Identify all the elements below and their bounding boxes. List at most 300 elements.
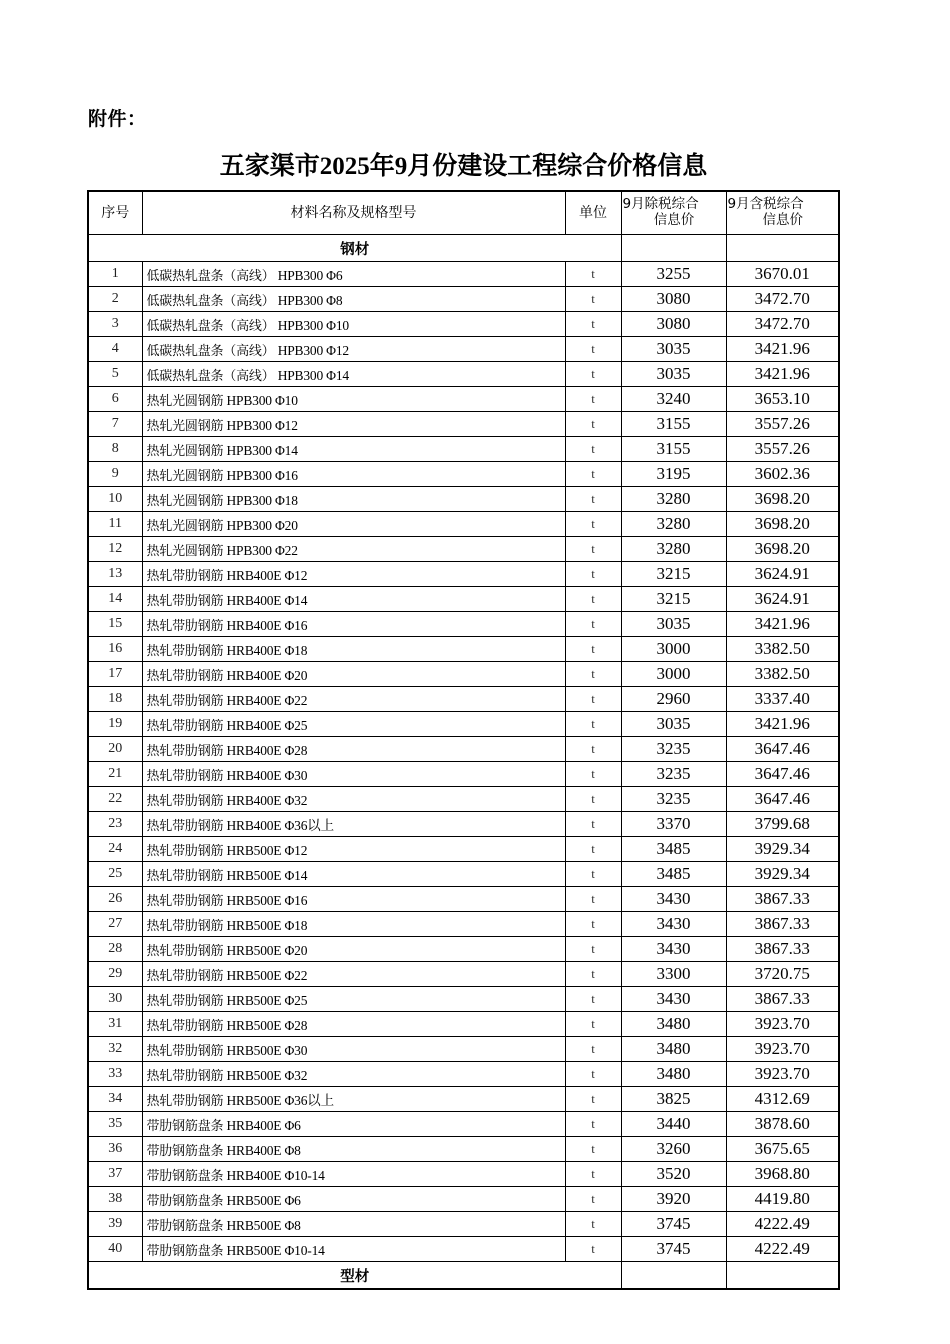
row-index: 37 (88, 1162, 142, 1187)
row-price-excl-tax: 3745 (621, 1237, 726, 1262)
table-row (88, 962, 839, 987)
row-price-incl-tax: 3698.20 (726, 487, 839, 512)
row-material-name (142, 362, 565, 387)
row-material-name (142, 987, 565, 1012)
row-material-name (142, 737, 565, 762)
row-price-excl-tax: 3440 (621, 1112, 726, 1137)
table-row (88, 1237, 839, 1262)
row-price-incl-tax: 3720.75 (726, 962, 839, 987)
row-price-incl-tax: 4222.49 (726, 1237, 839, 1262)
row-index: 13 (88, 562, 142, 587)
table-row (88, 1137, 839, 1162)
row-unit: t (565, 562, 621, 587)
row-price-incl-tax: 3929.34 (726, 837, 839, 862)
material-label: 带肋钢筋盘条 (146, 1243, 224, 1259)
material-spec: HRB400E Φ20 (223, 667, 308, 683)
row-index: 10 (88, 487, 142, 512)
row-unit: t (565, 312, 621, 337)
material-spec: HPB300 Φ22 (223, 542, 298, 558)
row-index: 33 (88, 1062, 142, 1087)
row-index: 12 (88, 537, 142, 562)
row-index: 23 (88, 812, 142, 837)
row-index: 22 (88, 787, 142, 812)
table-row (88, 412, 839, 437)
row-price-excl-tax: 3920 (621, 1187, 726, 1212)
row-price-incl-tax: 3421.96 (726, 612, 839, 637)
row-price-excl-tax: 3280 (621, 487, 726, 512)
row-material-name (142, 312, 565, 337)
row-index: 6 (88, 387, 142, 412)
row-price-incl-tax: 3867.33 (726, 912, 839, 937)
row-material-name (142, 1212, 565, 1237)
row-unit: t (565, 1212, 621, 1237)
row-unit: t (565, 912, 621, 937)
material-spec: HPB300 Φ14 (223, 442, 298, 458)
row-price-incl-tax: 4419.80 (726, 1187, 839, 1212)
page-title: 五家渠市2025年9月份建设工程综合价格信息 (219, 153, 708, 180)
row-price-excl-tax: 3235 (621, 737, 726, 762)
material-spec: HPB300 Φ20 (223, 517, 298, 533)
material-spec: HRB400E Φ22 (223, 692, 308, 708)
row-price-excl-tax: 3480 (621, 1012, 726, 1037)
material-label: 带肋钢筋盘条 (146, 1118, 224, 1134)
row-unit: t (565, 637, 621, 662)
row-material-name (142, 762, 565, 787)
material-spec: HRB500E Φ12 (223, 842, 308, 858)
row-index: 38 (88, 1187, 142, 1212)
material-spec: HRB400E Φ28 (223, 742, 308, 758)
table-row (88, 537, 839, 562)
row-price-incl-tax: 4222.49 (726, 1212, 839, 1237)
row-index: 16 (88, 637, 142, 662)
table-row (88, 562, 839, 587)
row-material-name (142, 1237, 565, 1262)
row-price-excl-tax: 3155 (621, 412, 726, 437)
material-label: 热轧带肋钢筋 (146, 718, 224, 734)
row-unit: t (565, 1237, 621, 1262)
row-material-name (142, 662, 565, 687)
row-unit: t (565, 612, 621, 637)
table-row (88, 437, 839, 462)
row-price-excl-tax: 3485 (621, 837, 726, 862)
row-index: 2 (88, 287, 142, 312)
material-label: 热轧带肋钢筋 (146, 843, 224, 859)
row-price-excl-tax: 3215 (621, 587, 726, 612)
table-row (88, 662, 839, 687)
row-material-name (142, 787, 565, 812)
table-row (88, 712, 839, 737)
row-material-name (142, 387, 565, 412)
table-row (88, 1087, 839, 1112)
table-row (88, 687, 839, 712)
material-label: 热轧光圆钢筋 (146, 543, 224, 559)
material-spec: HRB400E Φ12 (223, 567, 308, 583)
row-material-name (142, 462, 565, 487)
row-index: 39 (88, 1212, 142, 1237)
row-unit: t (565, 512, 621, 537)
table-row (88, 312, 839, 337)
row-index: 3 (88, 312, 142, 337)
row-unit: t (565, 812, 621, 837)
row-price-excl-tax: 3480 (621, 1062, 726, 1087)
row-material-name (142, 562, 565, 587)
row-material-name (142, 1037, 565, 1062)
row-price-incl-tax: 3624.91 (726, 562, 839, 587)
table-row (88, 987, 839, 1012)
material-label: 热轧带肋钢筋 (146, 819, 224, 834)
row-price-excl-tax: 3745 (621, 1212, 726, 1237)
row-index: 21 (88, 762, 142, 787)
row-material-name (142, 937, 565, 962)
material-spec: HRB500E Φ22 (223, 967, 308, 983)
attachment-label: 附件： (88, 108, 147, 130)
material-label: 热轧带肋钢筋 (146, 693, 224, 709)
table-row (88, 462, 839, 487)
row-material-name (142, 1162, 565, 1187)
material-label: 带肋钢筋盘条 (146, 1143, 224, 1159)
header-price-incl-tax (726, 191, 839, 235)
material-label: 热轧带肋钢筋 (146, 1018, 224, 1034)
material-label: 热轧带肋钢筋 (146, 643, 224, 659)
material-label: 热轧带肋钢筋 (146, 593, 224, 609)
row-unit: t (565, 687, 621, 712)
header-price-incl-tax-line2: 信息价 (762, 212, 803, 228)
row-price-excl-tax: 3480 (621, 1037, 726, 1062)
row-index: 35 (88, 1112, 142, 1137)
row-unit: t (565, 412, 621, 437)
table-row (88, 262, 839, 287)
row-price-excl-tax: 3430 (621, 987, 726, 1012)
row-unit: t (565, 862, 621, 887)
row-index: 31 (88, 1012, 142, 1037)
table-row (88, 1162, 839, 1187)
material-label: 低碳热轧盘条（高线） (146, 343, 275, 359)
material-spec: HRB400E Φ6 (223, 1117, 301, 1133)
row-price-excl-tax: 3370 (621, 812, 726, 837)
row-unit: t (565, 662, 621, 687)
header-index: 序号 (88, 191, 142, 235)
material-spec: HRB400E Φ8 (223, 1142, 301, 1158)
row-material-name (142, 287, 565, 312)
material-spec: HPB300 Φ8 (274, 292, 343, 308)
row-price-incl-tax: 3923.70 (726, 1062, 839, 1087)
material-spec: HRB500E Φ28 (223, 1017, 308, 1033)
row-price-incl-tax: 3867.33 (726, 937, 839, 962)
material-spec: HPB300 Φ12 (274, 342, 349, 358)
row-price-incl-tax: 3382.50 (726, 662, 839, 687)
row-material-name (142, 587, 565, 612)
row-price-incl-tax: 3421.96 (726, 337, 839, 362)
table-row (88, 637, 839, 662)
row-price-excl-tax: 3280 (621, 512, 726, 537)
material-spec: HRB400E Φ25 (223, 717, 308, 733)
material-spec: HRB500E Φ36以上 (223, 1093, 334, 1108)
material-label: 热轧带肋钢筋 (146, 1043, 224, 1059)
row-index: 20 (88, 737, 142, 762)
material-spec: HRB400E Φ10-14 (223, 1167, 325, 1183)
material-spec: HRB400E Φ18 (223, 642, 308, 658)
row-unit: t (565, 1187, 621, 1212)
row-price-excl-tax: 3280 (621, 537, 726, 562)
row-unit: t (565, 1037, 621, 1062)
row-material-name (142, 1187, 565, 1212)
table-row (88, 387, 839, 412)
table-row (88, 487, 839, 512)
material-spec: HPB300 Φ16 (223, 467, 298, 483)
section-excl-tax-empty (621, 235, 726, 262)
row-index: 26 (88, 887, 142, 912)
row-index: 8 (88, 437, 142, 462)
row-index: 32 (88, 1037, 142, 1062)
table-row (88, 337, 839, 362)
row-price-incl-tax: 3557.26 (726, 412, 839, 437)
row-index: 17 (88, 662, 142, 687)
row-material-name (142, 912, 565, 937)
row-unit: t (565, 1087, 621, 1112)
material-spec: HRB500E Φ8 (223, 1217, 301, 1233)
row-price-incl-tax: 3421.96 (726, 362, 839, 387)
row-price-incl-tax: 3675.65 (726, 1137, 839, 1162)
row-price-excl-tax: 3080 (621, 287, 726, 312)
row-material-name (142, 612, 565, 637)
row-price-incl-tax: 3647.46 (726, 737, 839, 762)
row-index: 18 (88, 687, 142, 712)
row-material-name (142, 537, 565, 562)
material-label: 热轧带肋钢筋 (146, 1068, 224, 1084)
row-price-incl-tax: 3698.20 (726, 512, 839, 537)
table-row (88, 1112, 839, 1137)
row-price-incl-tax: 3472.70 (726, 287, 839, 312)
header-price-excl-tax-line1: 9月除税综合 (622, 196, 699, 213)
material-label: 带肋钢筋盘条 (146, 1218, 224, 1234)
material-spec: HPB300 Φ18 (223, 492, 298, 508)
row-unit: t (565, 587, 621, 612)
section-incl-tax-empty (726, 1262, 839, 1290)
row-price-incl-tax: 3878.60 (726, 1112, 839, 1137)
row-price-incl-tax: 3624.91 (726, 587, 839, 612)
material-spec: HRB500E Φ16 (223, 892, 308, 908)
table-row (88, 1037, 839, 1062)
table-header-row (88, 191, 839, 235)
material-spec: HRB500E Φ25 (223, 992, 308, 1008)
table-row (88, 887, 839, 912)
table-row (88, 737, 839, 762)
row-material-name (142, 412, 565, 437)
row-price-incl-tax: 3799.68 (726, 812, 839, 837)
row-index: 11 (88, 512, 142, 537)
price-information-table (87, 190, 840, 1290)
row-unit: t (565, 737, 621, 762)
row-unit: t (565, 337, 621, 362)
row-price-incl-tax: 3698.20 (726, 537, 839, 562)
row-unit: t (565, 1162, 621, 1187)
header-price-incl-tax-line1: 9月含税综合 (727, 196, 804, 213)
row-material-name (142, 437, 565, 462)
row-material-name (142, 962, 565, 987)
table-row (88, 937, 839, 962)
table-row (88, 812, 839, 837)
material-label: 低碳热轧盘条（高线） (146, 268, 275, 284)
row-price-excl-tax: 3080 (621, 312, 726, 337)
row-price-excl-tax: 3035 (621, 712, 726, 737)
material-spec: HPB300 Φ6 (274, 267, 343, 283)
row-price-incl-tax: 3602.36 (726, 462, 839, 487)
row-index: 25 (88, 862, 142, 887)
row-price-incl-tax: 3557.26 (726, 437, 839, 462)
row-price-incl-tax: 3929.34 (726, 862, 839, 887)
material-label: 热轧光圆钢筋 (146, 468, 224, 484)
row-price-incl-tax: 3670.01 (726, 262, 839, 287)
row-index: 4 (88, 337, 142, 362)
table-row (88, 787, 839, 812)
row-price-excl-tax: 3000 (621, 637, 726, 662)
row-price-incl-tax: 3647.46 (726, 762, 839, 787)
row-material-name (142, 637, 565, 662)
row-material-name (142, 687, 565, 712)
row-price-incl-tax: 3382.50 (726, 637, 839, 662)
row-material-name (142, 512, 565, 537)
material-label: 热轧带肋钢筋 (146, 768, 224, 784)
material-label: 热轧光圆钢筋 (146, 393, 224, 409)
row-price-excl-tax: 3520 (621, 1162, 726, 1187)
row-price-excl-tax: 3825 (621, 1087, 726, 1112)
material-spec: HPB300 Φ10 (274, 317, 349, 333)
material-spec: HRB500E Φ6 (223, 1192, 301, 1208)
row-price-excl-tax: 3035 (621, 362, 726, 387)
row-price-excl-tax: 3235 (621, 762, 726, 787)
material-label: 热轧带肋钢筋 (146, 968, 224, 984)
row-price-excl-tax: 3300 (621, 962, 726, 987)
material-spec: HRB500E Φ32 (223, 1067, 308, 1083)
section-title-steel: 钢材 (88, 235, 621, 262)
material-spec: HRB400E Φ30 (223, 767, 308, 783)
header-material: 材料名称及规格型号 (142, 191, 565, 235)
row-price-excl-tax: 3035 (621, 337, 726, 362)
row-price-excl-tax: 3035 (621, 612, 726, 637)
row-unit: t (565, 987, 621, 1012)
row-price-incl-tax: 3421.96 (726, 712, 839, 737)
row-price-excl-tax: 3155 (621, 437, 726, 462)
row-index: 34 (88, 1087, 142, 1112)
row-unit: t (565, 762, 621, 787)
material-spec: HRB500E Φ10-14 (223, 1242, 325, 1258)
row-material-name (142, 262, 565, 287)
material-spec: HRB500E Φ30 (223, 1042, 308, 1058)
row-unit: t (565, 837, 621, 862)
row-price-excl-tax: 3430 (621, 887, 726, 912)
row-index: 24 (88, 837, 142, 862)
material-label: 热轧带肋钢筋 (146, 893, 224, 909)
material-spec: HRB400E Φ36以上 (223, 818, 334, 833)
table-row (88, 862, 839, 887)
row-unit: t (565, 787, 621, 812)
material-label: 热轧带肋钢筋 (146, 918, 224, 934)
material-label: 低碳热轧盘条（高线） (146, 318, 275, 334)
table-row (88, 287, 839, 312)
row-unit: t (565, 262, 621, 287)
row-unit: t (565, 712, 621, 737)
header-price-excl-tax (621, 191, 726, 235)
row-index: 14 (88, 587, 142, 612)
row-index: 29 (88, 962, 142, 987)
row-unit: t (565, 287, 621, 312)
section-header-row (88, 1262, 839, 1290)
row-material-name (142, 887, 565, 912)
row-index: 36 (88, 1137, 142, 1162)
section-incl-tax-empty (726, 235, 839, 262)
row-material-name (142, 812, 565, 837)
row-unit: t (565, 1062, 621, 1087)
row-price-excl-tax: 2960 (621, 687, 726, 712)
section-excl-tax-empty (621, 1262, 726, 1290)
table-row (88, 837, 839, 862)
header-unit: 单位 (565, 191, 621, 235)
material-spec: HRB500E Φ20 (223, 942, 308, 958)
row-price-incl-tax: 3867.33 (726, 887, 839, 912)
material-spec: HRB500E Φ18 (223, 917, 308, 933)
row-index: 1 (88, 262, 142, 287)
material-spec: HPB300 Φ10 (223, 392, 298, 408)
table-row (88, 912, 839, 937)
row-price-incl-tax: 3653.10 (726, 387, 839, 412)
row-unit: t (565, 962, 621, 987)
row-unit: t (565, 887, 621, 912)
material-label: 热轧光圆钢筋 (146, 493, 224, 509)
table-row (88, 512, 839, 537)
row-unit: t (565, 437, 621, 462)
section-title-section-steel: 型材 (88, 1262, 621, 1290)
row-price-excl-tax: 3195 (621, 462, 726, 487)
row-unit: t (565, 387, 621, 412)
row-unit: t (565, 362, 621, 387)
row-material-name (142, 337, 565, 362)
material-label: 热轧光圆钢筋 (146, 443, 224, 459)
section-header-row (88, 235, 839, 262)
row-price-excl-tax: 3000 (621, 662, 726, 687)
material-label: 低碳热轧盘条（高线） (146, 368, 275, 384)
row-index: 40 (88, 1237, 142, 1262)
material-spec: HRB400E Φ32 (223, 792, 308, 808)
table-row (88, 612, 839, 637)
row-material-name (142, 837, 565, 862)
row-index: 15 (88, 612, 142, 637)
material-label: 带肋钢筋盘条 (146, 1193, 224, 1209)
row-price-incl-tax: 3337.40 (726, 687, 839, 712)
row-price-incl-tax: 3472.70 (726, 312, 839, 337)
material-label: 带肋钢筋盘条 (146, 1168, 224, 1184)
row-unit: t (565, 462, 621, 487)
table-row (88, 1012, 839, 1037)
row-price-incl-tax: 4312.69 (726, 1087, 839, 1112)
row-unit: t (565, 937, 621, 962)
material-label: 热轧带肋钢筋 (146, 618, 224, 634)
table-row (88, 1187, 839, 1212)
header-price-excl-tax-line2: 信息价 (653, 212, 695, 228)
table-row (88, 762, 839, 787)
table-row (88, 587, 839, 612)
row-unit: t (565, 1112, 621, 1137)
row-material-name (142, 712, 565, 737)
row-price-incl-tax: 3968.80 (726, 1162, 839, 1187)
row-index: 19 (88, 712, 142, 737)
table-row (88, 362, 839, 387)
material-spec: HRB500E Φ14 (223, 867, 308, 883)
row-material-name (142, 862, 565, 887)
row-material-name (142, 1112, 565, 1137)
row-price-incl-tax: 3867.33 (726, 987, 839, 1012)
material-label: 热轧带肋钢筋 (146, 668, 224, 684)
row-unit: t (565, 1137, 621, 1162)
